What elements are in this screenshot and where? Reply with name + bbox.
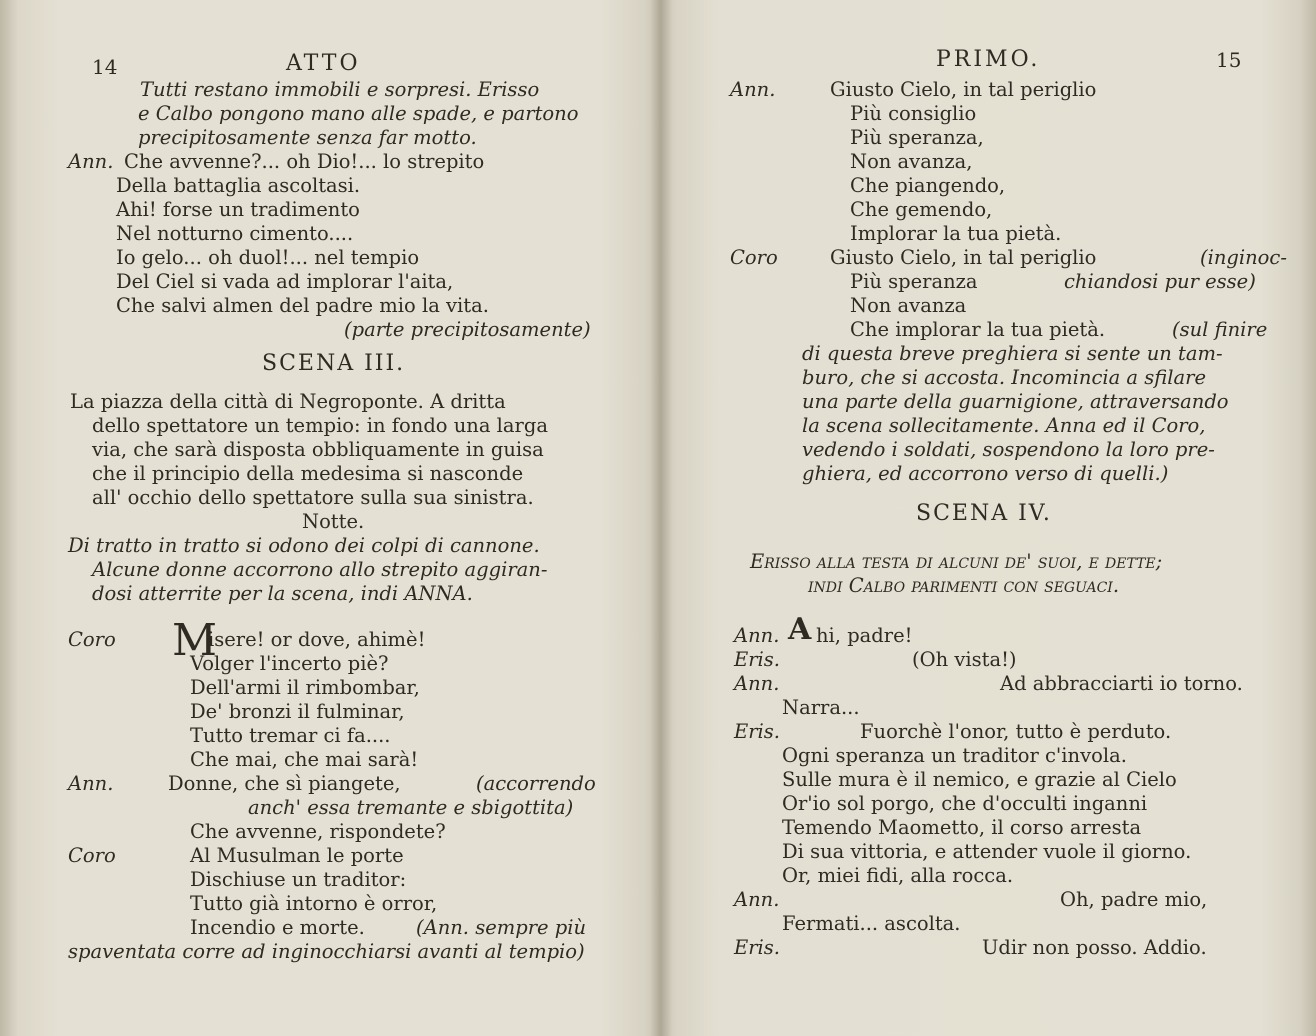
- stage-direction: la scena sollecitamente. Anna ed il Coro,: [802, 414, 1206, 437]
- text-line: Or'io sol porgo, che d'occulti inganni: [782, 792, 1148, 815]
- running-header: ATTO: [286, 51, 361, 76]
- speaker-label: Coro: [730, 246, 778, 269]
- stage-direction: Alcune donne accorrono allo strepito aggiran-: [92, 558, 548, 581]
- stage-direction: (parte precipitosamente): [344, 318, 591, 341]
- text-line: Incendio e morte.: [190, 916, 365, 939]
- text-line: Tutto già intorno è orror,: [190, 892, 438, 915]
- text-line: Temendo Maometto, il corso arresta: [782, 816, 1142, 839]
- text-line: Del Ciel si vada ad implorar l'aita,: [116, 270, 454, 293]
- text-line: Implorar la tua pietà.: [850, 222, 1062, 245]
- speaker-label: Ann.: [734, 888, 780, 911]
- text-line: Ogni speranza un traditor c'invola.: [782, 744, 1127, 767]
- scene-heading: SCENA III.: [262, 351, 406, 376]
- verse-line: (Oh vista!): [912, 648, 1017, 671]
- verse-line: Udir non posso. Addio.: [982, 936, 1207, 959]
- text-line: Di sua vittoria, e attender vuole il giorno.: [782, 840, 1192, 863]
- text-line: Volger l'incerto piè?: [190, 652, 389, 675]
- speaker-label: Ann.: [734, 672, 780, 695]
- speaker-label: Ann.: [734, 624, 780, 647]
- verse-line: Donne, che sì piangete,: [168, 772, 401, 795]
- text-line: Fermati... ascolta.: [782, 912, 961, 935]
- verse-line: Ad abbracciarti io torno.: [1000, 672, 1243, 695]
- text-line: Nel notturno cimento....: [116, 222, 354, 245]
- page-number: 14: [92, 55, 118, 79]
- stage-direction: dosi atterrite per la scena, indi ANNA.: [92, 582, 473, 605]
- stage-direction: Tutti restano immobili e sorpresi. Erisso: [140, 78, 540, 101]
- stage-direction: e Calbo pongono mano alle spade, e partono: [138, 102, 579, 125]
- stage-direction: anch' essa tremante e sbigottita): [248, 796, 574, 819]
- text-line: Or, miei fidi, alla rocca.: [782, 864, 1014, 887]
- text-line: Sulle mura è il nemico, e grazie al Cielo: [782, 768, 1177, 791]
- stage-direction: precipitosamente senza far motto.: [138, 126, 477, 149]
- stage-direction: chiandosi pur esse): [1064, 270, 1256, 293]
- text-line: Più speranza,: [850, 126, 984, 149]
- stage-direction: (accorrendo: [476, 772, 596, 795]
- verse-line: isere! or dove, ahimè!: [208, 628, 426, 651]
- text-line: Non avanza: [850, 294, 967, 317]
- text-line: Ahi! forse un tradimento: [116, 198, 360, 221]
- verse-line: Che avvenne?... oh Dio!... lo strepito: [124, 150, 485, 173]
- drop-cap: A: [788, 612, 812, 647]
- speaker-label: Coro: [68, 628, 116, 651]
- text-line: Più consiglio: [850, 102, 977, 125]
- speaker-label: Ann.: [68, 150, 114, 173]
- stage-direction: (inginoc-: [1200, 246, 1287, 269]
- text-line: Che piangendo,: [850, 174, 1006, 197]
- text-line: Che avvenne, rispondete?: [190, 820, 446, 843]
- stage-direction: Di tratto in tratto si odono dei colpi di cannone.: [68, 534, 540, 557]
- right-page: [660, 0, 1316, 1036]
- text-line: via, che sarà disposta obbliquamente in guisa: [92, 438, 544, 461]
- text-line: Dischiuse un traditor:: [190, 868, 407, 891]
- drop-cap: M: [172, 615, 218, 666]
- text-line: Io gelo... oh duol!... nel tempio: [116, 246, 420, 269]
- text-line: Che mai, che mai sarà!: [190, 748, 419, 771]
- verse-line: Oh, padre mio,: [1060, 888, 1208, 911]
- stage-direction: una parte della guarnigione, attraversando: [802, 390, 1229, 413]
- speaker-label: Eris.: [734, 720, 780, 743]
- stage-direction: ghiera, ed accorrono verso di quelli.): [802, 462, 1169, 485]
- text-line: che il principio della medesima si nasconde: [92, 462, 524, 485]
- text-line: Che salvi almen del padre mio la vita.: [116, 294, 489, 317]
- speaker-label: Coro: [68, 844, 116, 867]
- text-line: De' bronzi il fulminar,: [190, 700, 405, 723]
- text-line: Dell'armi il rimbombar,: [190, 676, 420, 699]
- speaker-label: Ann.: [68, 772, 114, 795]
- stage-direction: di questa breve preghiera si sente un tam-: [802, 342, 1223, 365]
- verse-line: Giusto Cielo, in tal periglio: [830, 246, 1097, 269]
- verse-line: hi, padre!: [816, 624, 913, 647]
- stage-direction: (sul finire: [1172, 318, 1268, 341]
- stage-direction: vedendo i soldati, sospendono la loro pre-: [802, 438, 1215, 461]
- text-line: Notte.: [302, 510, 365, 533]
- text-line: Che gemendo,: [850, 198, 993, 221]
- text-line: Più speranza: [850, 270, 978, 293]
- speaker-label: Ann.: [730, 78, 776, 101]
- stage-direction: spaventata corre ad inginocchiarsi avanti al tempio): [68, 940, 585, 963]
- speaker-label: Eris.: [734, 936, 780, 959]
- text-line: Tutto tremar ci fa....: [190, 724, 391, 747]
- text-line: Non avanza,: [850, 150, 973, 173]
- text-line: all' occhio dello spettatore sulla sua sinistra.: [92, 486, 534, 509]
- stage-direction: buro, che si accosta. Incomincia a sfilare: [802, 366, 1206, 389]
- speaker-label: Eris.: [734, 648, 780, 671]
- stage-direction: (Ann. sempre più: [416, 916, 587, 939]
- verse-line: Giusto Cielo, in tal periglio: [830, 78, 1097, 101]
- text-line: dello spettatore un tempio: in fondo una larga: [92, 414, 548, 437]
- stage-direction: indi Calbo parimenti con seguaci.: [808, 574, 1120, 597]
- text-line: Della battaglia ascoltasi.: [116, 174, 361, 197]
- verse-line: Fuorchè l'onor, tutto è perduto.: [860, 720, 1172, 743]
- scene-heading: SCENA IV.: [916, 501, 1052, 526]
- text-line: La piazza della città di Negroponte. A dritta: [70, 390, 506, 413]
- running-header: PRIMO.: [936, 47, 1041, 72]
- verse-line: Al Musulman le porte: [190, 844, 404, 867]
- text-line: Narra...: [782, 696, 860, 719]
- page-number: 15: [1216, 48, 1242, 72]
- text-line: Che implorar la tua pietà.: [850, 318, 1106, 341]
- stage-direction: Erisso alla testa di alcuni de' suoi, e dette;: [750, 550, 1163, 573]
